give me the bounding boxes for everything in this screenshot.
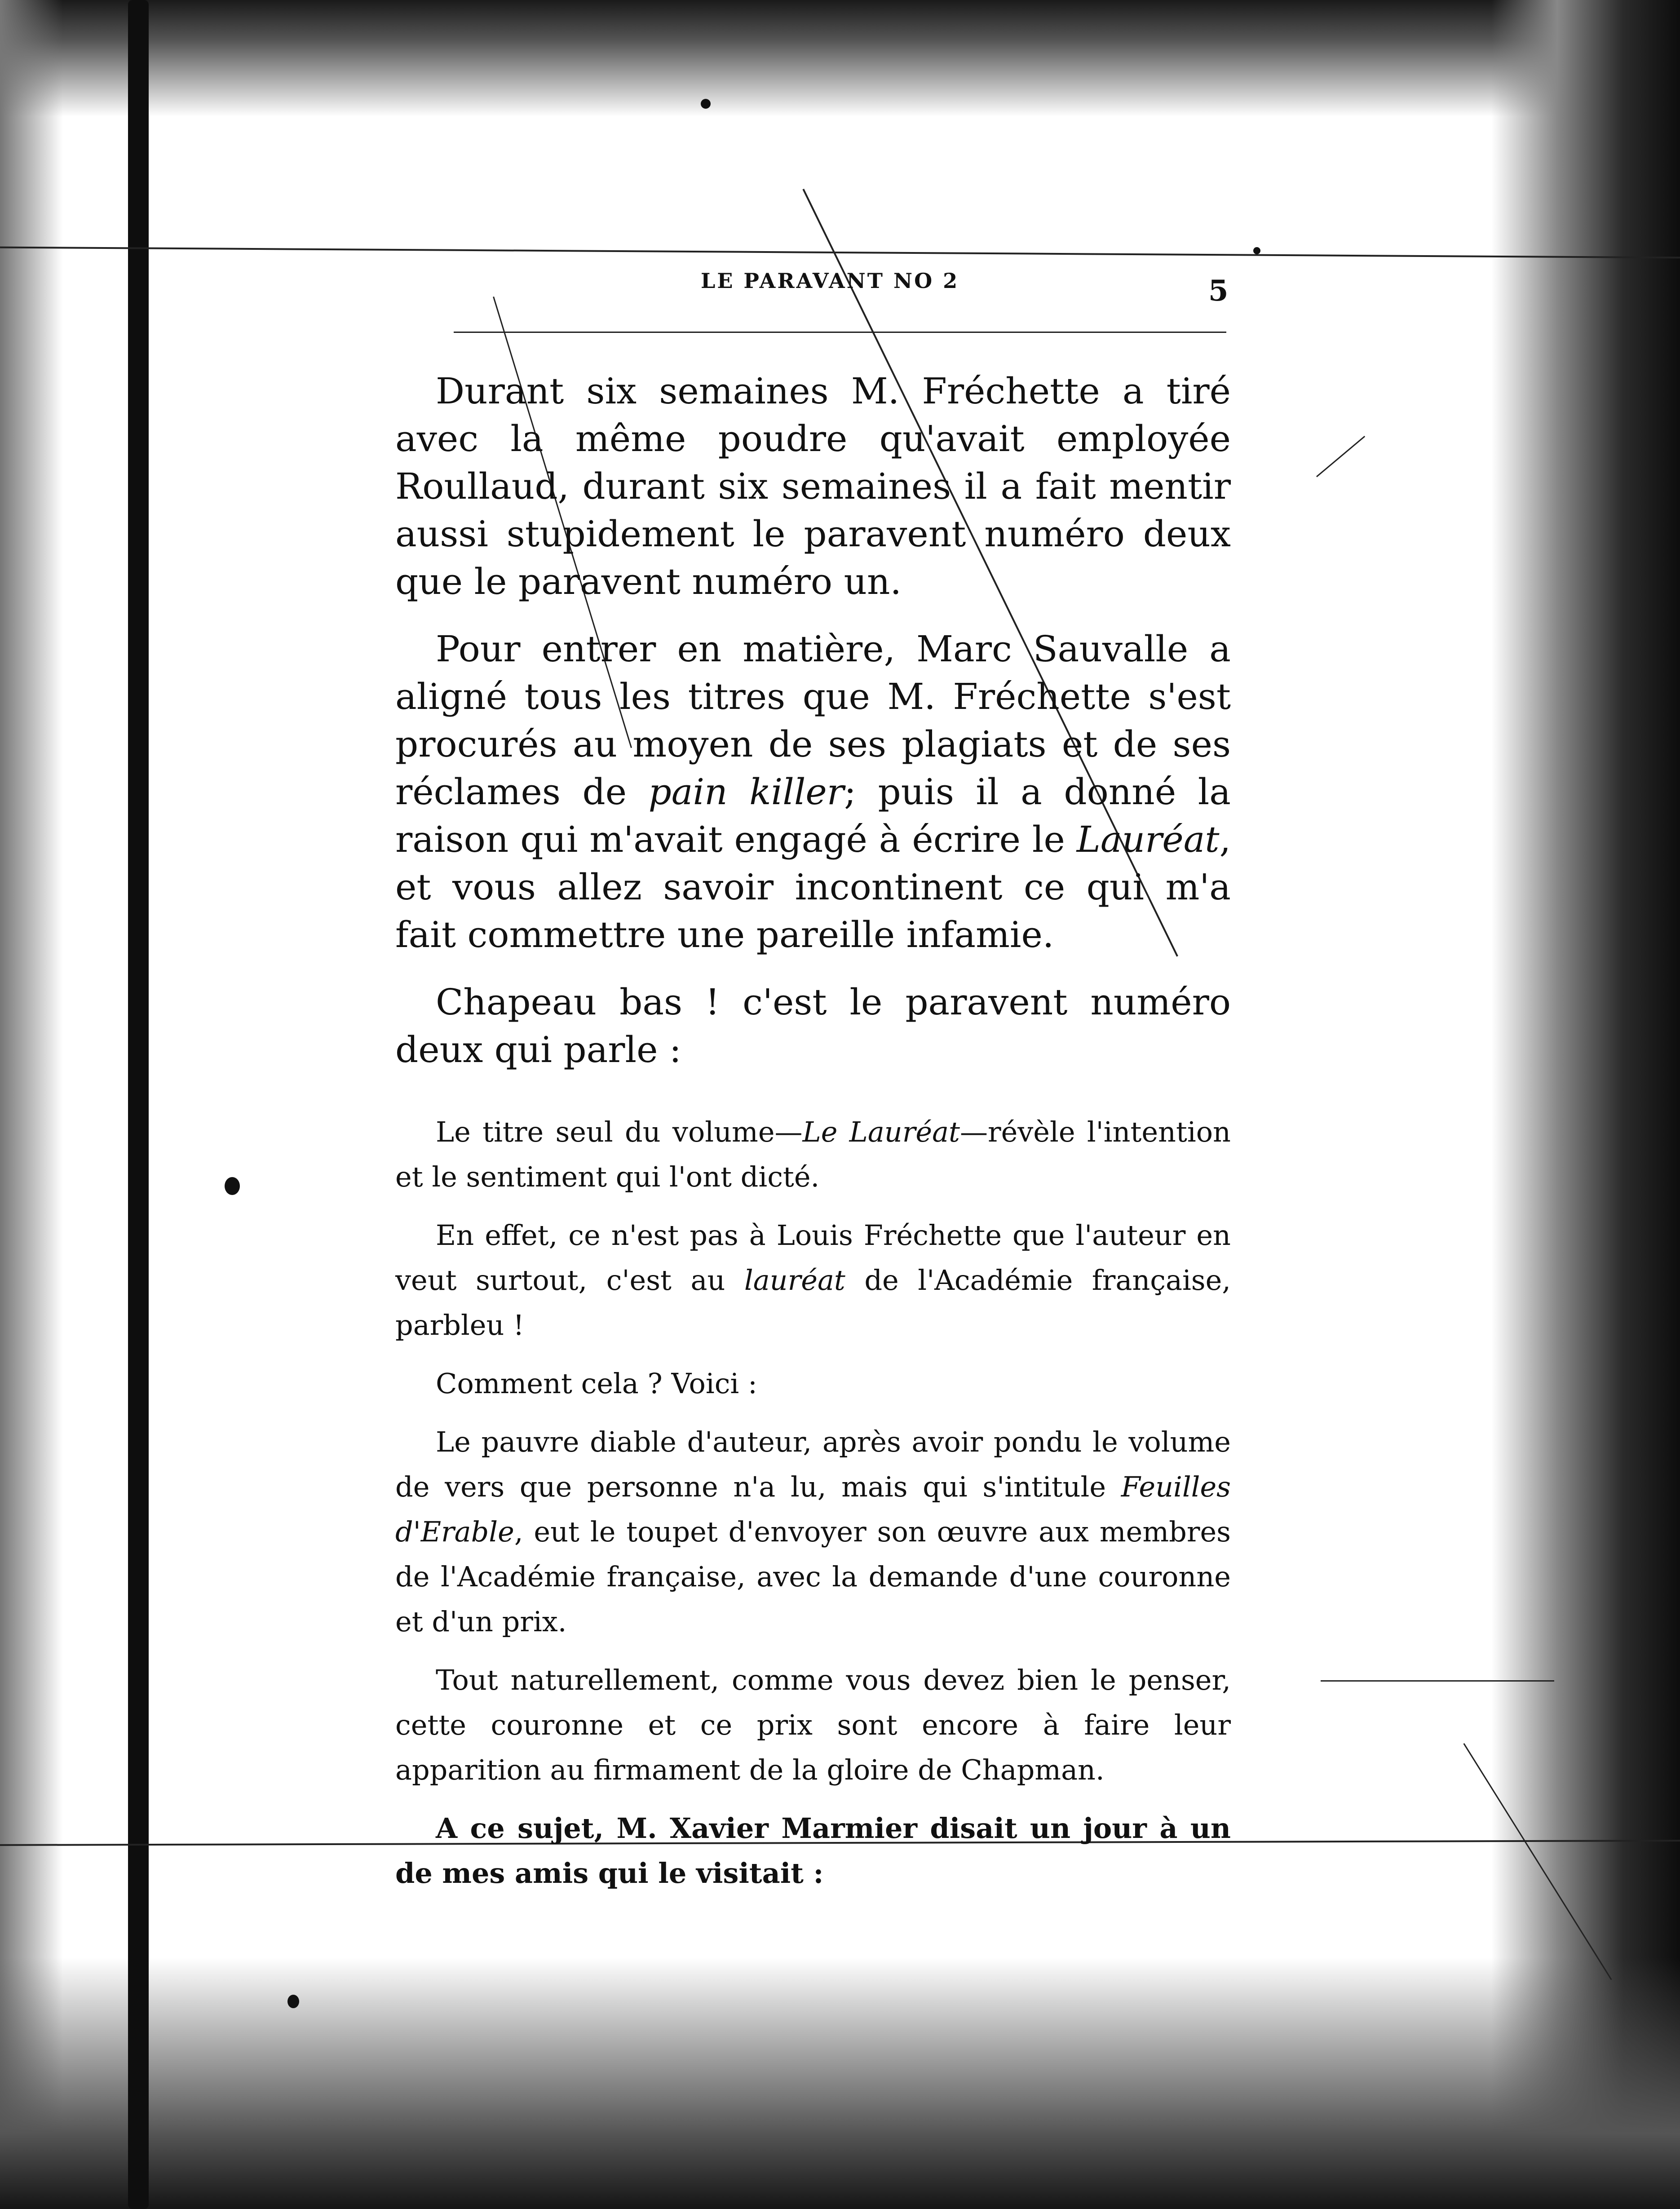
scan-edge-right (1491, 0, 1680, 2209)
text-run: En effet, ce n'est pas à Louis Fréchette que l'auteur en veut surtout, c'est au (395, 1219, 1231, 1297)
text-run: A ce sujet, M. Xavier Marmier disait un jour à un de mes amis qui le visitait : (395, 1812, 1231, 1890)
scan-line-top (0, 247, 1680, 259)
paragraph (395, 1110, 1231, 1200)
italic-phrase: Lauréat (1076, 819, 1220, 860)
italic-phrase: Le Lauréat (802, 1116, 960, 1148)
italic-phrase: Feuilles d'Erable (395, 1470, 1231, 1548)
text-run: Chapeau bas ! c'est le paravent numéro deux qui parle : (395, 981, 1231, 1071)
text-run: Le pauvre diable d'auteur, après avoir pondu le volume de vers que personne n'a lu, mais qui s'intitule (395, 1425, 1231, 1503)
paragraph (395, 978, 1231, 1074)
text-run: Durant six semaines M. Fréchette a tiré avec la même poudre qu'avait employée Roullaud, durant six semaines il a fait mentir aussi stupidement le paravent numéro deux que le paravent numéro un. (395, 370, 1231, 602)
scan-edge-top (0, 0, 1680, 117)
text-run: , eut le toupet d'envoyer son œuvre aux membres de l'Académie française, avec la demande d'une couronne et d'un prix. (395, 1515, 1231, 1638)
italic-phrase: pain killer (648, 771, 844, 813)
text-run: ; puis il a donné la raison qui m'avait engagé à écrire le (395, 771, 1231, 860)
page-number: 5 (1208, 274, 1229, 308)
header-rule (454, 332, 1226, 333)
binding-shadow (128, 0, 149, 2209)
text-run: —révèle l'intention et le sentiment qui l'ont dicté. (395, 1116, 1231, 1193)
italic-phrase: lauréat (744, 1264, 845, 1297)
paragraph (395, 1361, 1231, 1406)
paragraph (395, 1806, 1231, 1896)
text-run: , et vous allez savoir incontinent ce qui m'a fait commettre une pareille infamie. (395, 819, 1231, 956)
checkmark-stroke (1316, 436, 1365, 477)
scan-edge-left (0, 0, 63, 2209)
text-run: Tout naturellement, comme vous devez bien le penser, cette couronne et ce prix sont encore à faire leur apparition au firmament de la gloire de Chapman. (395, 1664, 1231, 1786)
speck (1253, 247, 1260, 254)
paragraph (395, 625, 1231, 959)
scan-line-side (1321, 1680, 1554, 1682)
scan-edge-bottom (0, 1957, 1680, 2209)
text-run: Le titre seul du volume— (436, 1116, 803, 1148)
text-run: Pour entrer en matière, Marc Sauvalle a aligné tous les titres que M. Fréchette s'est procurés au moyen de ses plagiats et de ses réclames de (395, 628, 1231, 813)
text-run: de l'Académie française, parbleu ! (395, 1264, 1231, 1341)
speck (225, 1177, 240, 1195)
paragraph (395, 367, 1231, 606)
paragraph (395, 1420, 1231, 1644)
paragraph (395, 1658, 1231, 1793)
text-run: Comment cela ? Voici : (436, 1367, 757, 1400)
speck (287, 1995, 299, 2008)
running-head: LE PARAVANT NO 2 (701, 269, 959, 293)
paragraph (395, 1213, 1231, 1348)
speck (701, 99, 711, 109)
page-body (395, 350, 1231, 1896)
